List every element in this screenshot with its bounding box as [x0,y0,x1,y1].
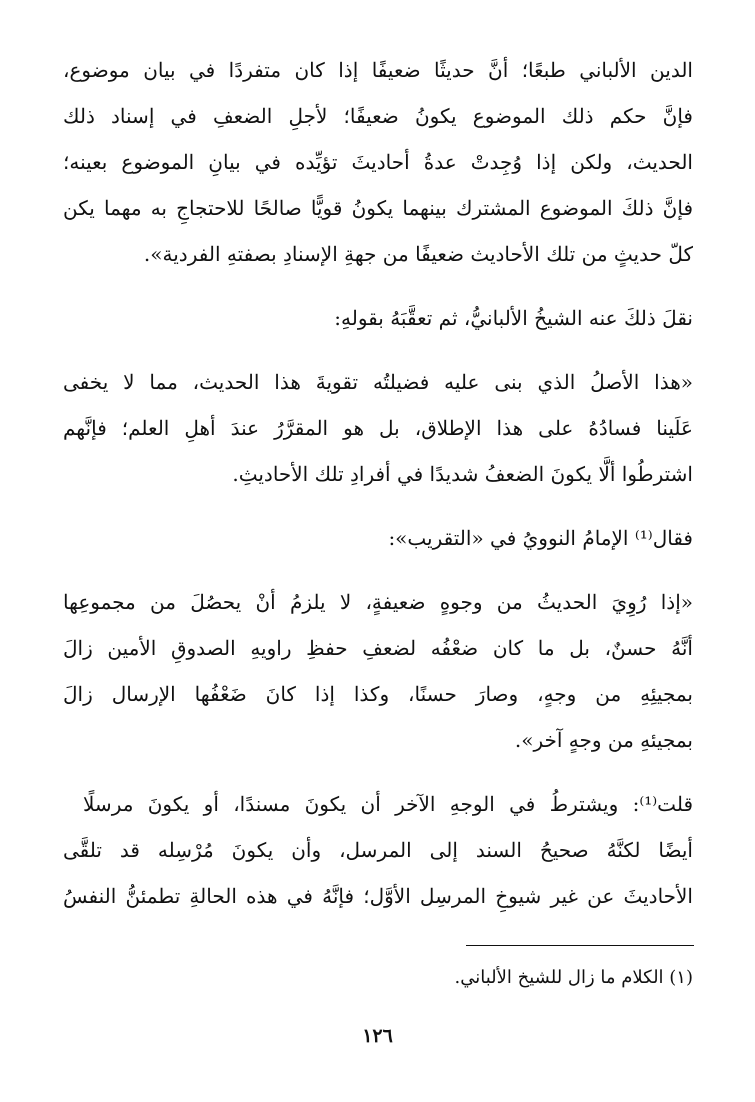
text-line: الدين الألباني طبعًا؛ أنَّ حديثًا ضعيفًا إذا كان متفردًا في بيان موضوع، [63,58,693,82]
quote-line: أنَّهُ حسنٌ، بل ما كان ضعْفُه لضعفِ حفظِ راويهِ الصدوقِ الأمين زالَ [63,636,693,660]
text-line: فإنَّ ذلكَ الموضوع المشترك بينهما يكونُ قويًّا صالحًا للاحتجاجِ به مهما يكن [63,196,693,220]
page-number: ١٢٦ [362,1025,393,1047]
quote-line: اشترطُوا ألَّا يكونَ الضعفُ شديدًا في أفرادِ تلك الأحاديثِ. [232,462,693,486]
text-line: الحديث، ولكن إذا وُجِدتْ عدةُ أحاديثَ تؤيِّده في بيانِ الموضوع بعينه؛ [63,150,693,174]
text-line: فقال⁽¹⁾ الإمامُ النوويُ في «التقريب»: [388,526,693,550]
quote-line: «هذا الأصلُ الذي بنى عليه فضيلتُه تقويةَ هذا الحديث، مما لا يخفى [63,370,693,394]
text-line: فإنَّ حكم ذلك الموضوع يكونُ ضعيفًا؛ لأجلِ الضعفِ في إسناد ذلك [63,104,693,128]
quote-line: بمجيئهِ من وجهٍ آخر». [514,728,693,752]
footnote: (١) الكلام ما زال للشيخ الألباني. [454,967,693,988]
text-line: أيضًا لكنَّهُ صحيحُ السند إلى المرسل، وأن يكونَ مُرْسِله قد تلقَّى [63,838,693,862]
text-line: قلت⁽¹⁾: ويشترطُ في الوجهِ الآخر أن يكونَ مسندًا، أو يكونَ مرسلًا [83,792,693,816]
text-line: نقلَ ذلكَ عنه الشيخُ الألبانيُّ، ثم تعقَّبَهُ بقولهِ: [334,306,693,330]
footnote-divider [466,945,694,946]
quote-line: بمجيئِهِ من وجهٍ، وصارَ حسنًا، وكذا إذا كانَ ضَعْفُها الإرسال زالَ [63,682,693,706]
quote-line: «إذا رُوِيَ الحديثُ من وجوهٍ ضعيفةٍ، لا يلزمُ أنْ يحصُلَ من مجموعِها [63,590,693,614]
text-line: كلّ حديثٍ من تلك الأحاديث ضعيفًا من جهةِ الإسنادِ بصفتهِ الفردية». [143,242,693,266]
quote-line: عَلَينا فسادُهُ على هذا الإطلاق، بل هو المقرَّرُ عندَ أهلِ العلم؛ فإنَّهم [63,416,693,440]
text-line: الأحاديثَ عن غير شيوخِ المرسِل الأوَّل؛ فإنَّهُ في هذه الحالةِ تطمئنُّ النفسُ [63,884,693,908]
